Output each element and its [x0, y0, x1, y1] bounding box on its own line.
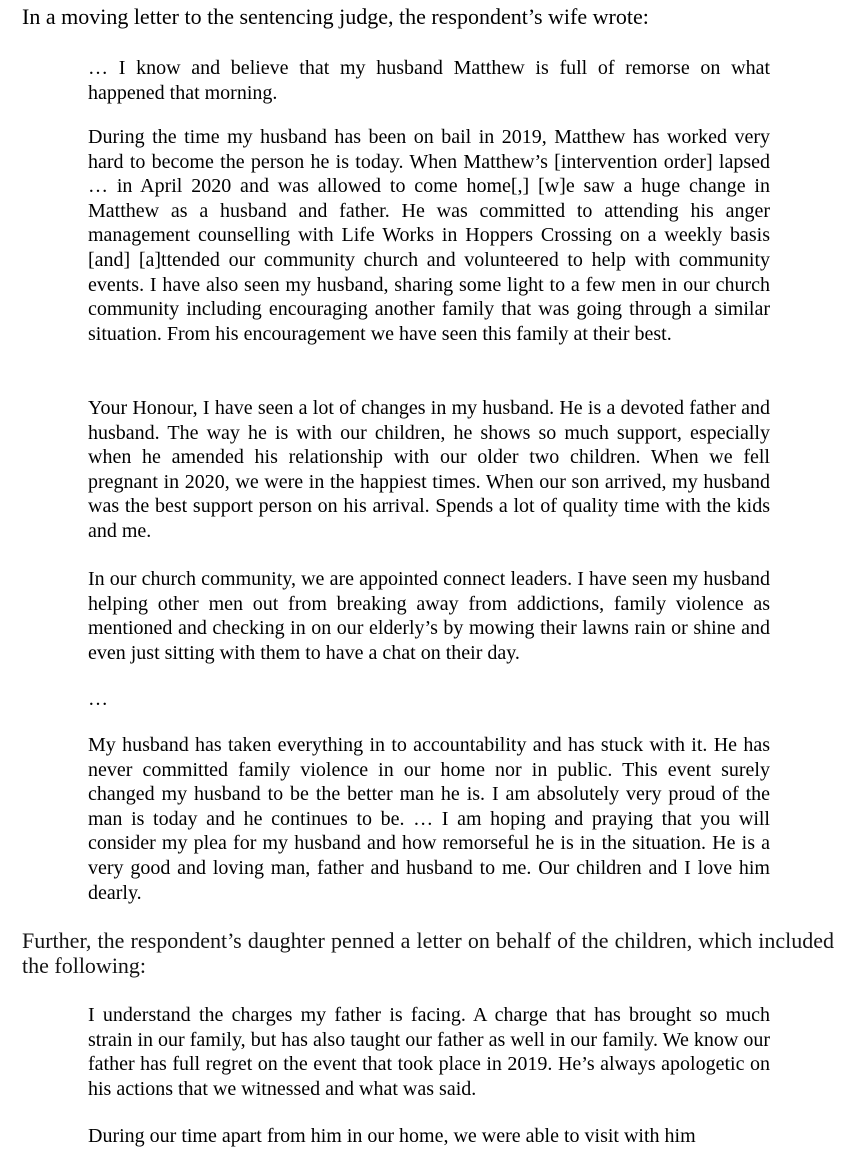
- wife-letter-quote-1: … I know and believe that my husband Matthew is full of remorse on what happened that morning.: [88, 57, 770, 104]
- wife-letter-quote-4: In our church community, we are appointed connect leaders. I have seen my husband helping other men out from breaking away from addictions, family violence as mentioned and checking in on our elderly’s by mowing their lawns rain or shine and even just sitting with them to have a chat on their day.: [88, 568, 770, 664]
- intro-paragraph: In a moving letter to the sentencing judge, the respondent’s wife wrote:: [22, 4, 649, 29]
- wife-letter-ellipsis: …: [88, 688, 108, 710]
- wife-letter-quote-3: Your Honour, I have seen a lot of changes in my husband. He is a devoted father and husband. The way he is with our children, he shows so much support, especially when he amended his relationship with our older two children. When we fell pregnant in 2020, we were in the happiest times. When our son arrived, my husband was the best support person on his arrival. Spends a lot of quality time with the kids and me.: [88, 397, 770, 542]
- transition-paragraph: Further, the respondent’s daughter penned a letter on behalf of the children, which included the following:: [22, 928, 834, 978]
- daughter-letter-quote-1: I understand the charges my father is facing. A charge that has brought so much strain in our family, but has also taught our father as well in our family. We know our father has full regret on the event that took place in 2019. He’s always apologetic on his actions that we witnessed and what was said.: [88, 1004, 770, 1100]
- daughter-letter-quote-2: During our time apart from him in our home, we were able to visit with him: [88, 1125, 696, 1147]
- wife-letter-quote-6: My husband has taken everything in to accountability and has stuck with it. He has never committed family violence in our home nor in public. This event surely changed my husband to be the better man he is. I am absolutely very proud of the man is today and he continues to be. … I am hoping and praying that you will consider my plea for my husband and how remorseful he is in the situation. He is a very good and loving man, father and husband to me. Our children and I love him dearly.: [88, 734, 770, 904]
- wife-letter-quote-2: During the time my husband has been on bail in 2019, Matthew has worked very hard to become the person he is today. When Matthew’s [intervention order] lapsed … in April 2020 and was allowed to come home[,] [w]e saw a huge change in Matthew as a husband and father. He was committed to attending his anger management counselling with Life Works in Hoppers Crossing on a weekly basis [and] [a]ttended our community church and volunteered to help with community events. I have also seen my husband, sharing some light to a few men in our church community including encouraging another family that was going through a similar situation. From his encouragement we have seen this family at their best.: [88, 126, 770, 345]
